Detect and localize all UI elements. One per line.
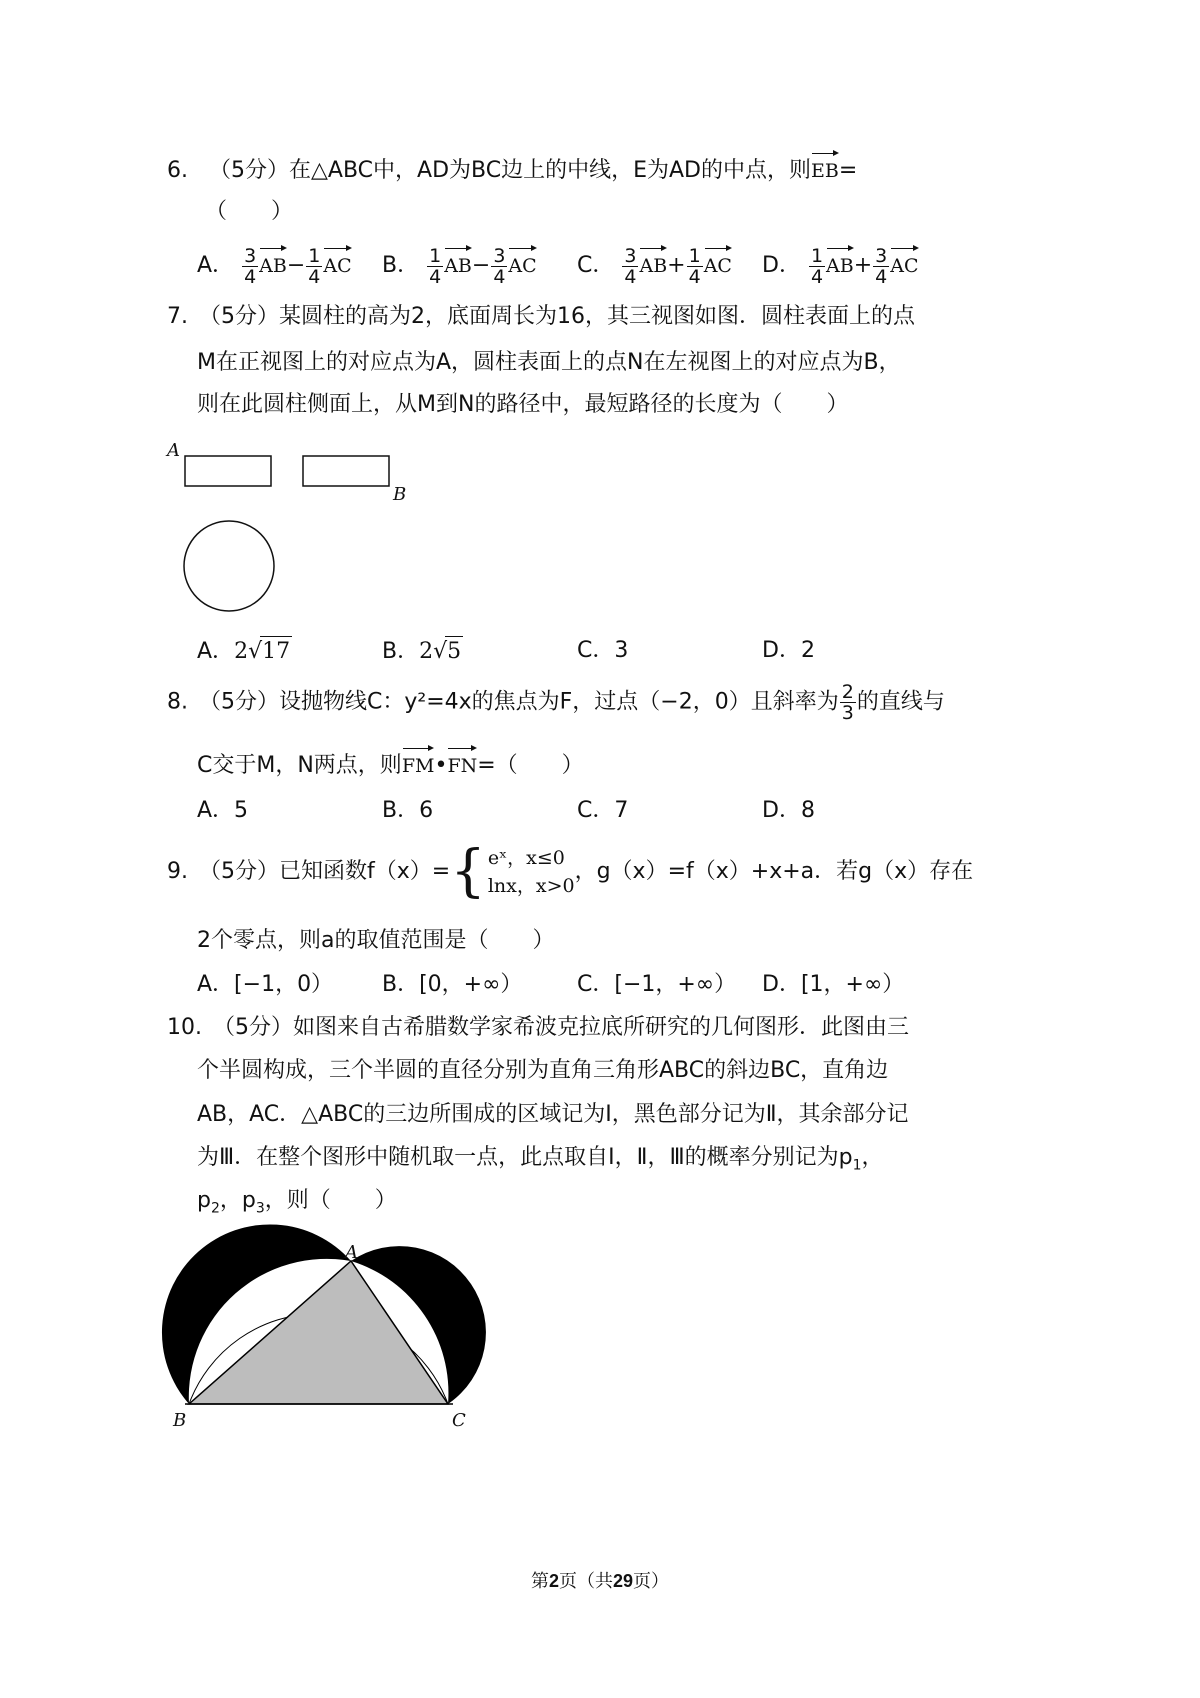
radicand: 17 (260, 636, 292, 667)
q6-option-b (382, 245, 537, 287)
front-view-rect (185, 456, 271, 486)
top-view-circle (184, 521, 274, 611)
q7-line-3: 则在此圆柱侧面上，从M到N的路径中，最短路径的长度为（ ） (197, 392, 849, 417)
left-brace: { (450, 839, 486, 904)
q10-line-4 (197, 1143, 884, 1180)
fraction (427, 246, 443, 287)
q7-three-view-figure (165, 440, 425, 620)
cases (488, 844, 575, 900)
page-footer (0, 1567, 1200, 1593)
q9-text-post: ，g（x）=f（x）+x+a．若g（x）存在 (574, 859, 974, 884)
q7-option-d: D．2 (762, 638, 815, 663)
option-label: B． (382, 253, 420, 278)
q7-line-1: 7. （5分）某圆柱的高为2，底面周长为16，其三视图如图．圆柱表面上的点 (167, 304, 915, 329)
footer-post: 页） (633, 1571, 670, 1592)
case-2: lnx，x>0 (487, 875, 575, 897)
denominator: 4 (624, 265, 637, 288)
sqrt-sign: √ (433, 639, 448, 664)
denominator: 4 (493, 265, 506, 288)
fraction (622, 246, 638, 287)
q6-equals: = (838, 158, 858, 183)
vector-ac: AC (890, 245, 918, 281)
q7-label-b: B (393, 484, 407, 505)
q6-option-d (762, 245, 919, 287)
side-view-rect (303, 456, 389, 486)
option-label: A． (197, 253, 235, 278)
option-label: C． (577, 253, 615, 278)
q8-text-post: 的直线与 (856, 689, 945, 715)
option-label: B． (382, 639, 420, 664)
q6-vector-eb: EB (811, 150, 839, 186)
operator: − (471, 253, 491, 278)
vector-ac: AC (508, 245, 536, 281)
vector-ab: AB (259, 245, 287, 281)
q10-label-c: C (452, 1410, 466, 1431)
q10-comma: ， (861, 1145, 884, 1170)
q10-paren: ，则（ ） (264, 1188, 397, 1213)
coefficient: 2 (234, 639, 249, 664)
q8-option-d: D．8 (762, 798, 815, 823)
fraction (491, 246, 507, 287)
q9-line-2: 2个零点，则a的取值范围是（ ） (197, 928, 555, 953)
vector-ab: AB (639, 245, 667, 281)
q7-option-a (197, 636, 292, 667)
slope-fraction (840, 682, 856, 723)
vector-ac: AC (323, 245, 351, 281)
q9-line-1 (167, 839, 974, 904)
q9-option-b: B．[0，+∞） (382, 972, 523, 997)
q10-line-5 (197, 1186, 397, 1223)
denominator: 4 (429, 265, 442, 288)
q8-text-pre2: C交于M，N两点，则 (197, 753, 402, 778)
q8-text-post2: =（ ） (477, 753, 584, 778)
q8-option-c: C．7 (577, 798, 629, 823)
sqrt-sign: √ (248, 639, 263, 664)
numerator: 3 (493, 244, 506, 267)
numerator: 3 (244, 244, 257, 267)
operator: + (853, 253, 873, 278)
vector-fm: FM (402, 745, 435, 781)
q10-hippocrates-lune-figure (165, 1240, 545, 1440)
radicand: 5 (445, 636, 463, 667)
page-number: 2 (548, 1571, 559, 1591)
q9-option-c: C．[−1，+∞） (577, 972, 737, 997)
q10-label-b: B (173, 1410, 187, 1431)
footer-mid: 页（共 (558, 1571, 613, 1592)
numerator: 1 (308, 244, 321, 267)
subscript: 1 (852, 1157, 862, 1174)
q9-option-d: D．[1，+∞） (762, 972, 905, 997)
vector-fn: FN (447, 745, 477, 781)
q6-option-a (197, 245, 352, 287)
case-1: eˣ，x≤0 (487, 847, 565, 869)
subscript: 3 (255, 1200, 265, 1217)
q7-label-a: A (167, 440, 180, 461)
q10-label-a: A (345, 1242, 358, 1263)
option-label: D． (762, 253, 801, 278)
q8-option-a: A．5 (197, 798, 249, 823)
numerator: 1 (429, 244, 442, 267)
numerator: 3 (875, 244, 888, 267)
denominator: 3 (841, 702, 854, 724)
coefficient: 2 (419, 639, 434, 664)
denominator: 4 (308, 265, 321, 288)
q6-score: （5分） (209, 158, 289, 183)
subscript: 2 (210, 1200, 220, 1217)
fraction (687, 246, 703, 287)
page-total: 29 (612, 1571, 634, 1591)
fraction (306, 246, 322, 287)
vector-ac: AC (704, 245, 732, 281)
footer-pre: 第 (530, 1571, 549, 1592)
denominator: 4 (875, 265, 888, 288)
vector-ab: AB (826, 245, 854, 281)
dot-product: • (434, 753, 448, 778)
q9-option-a: A．[−1，0） (197, 972, 334, 997)
numerator: 1 (810, 244, 824, 267)
denominator: 4 (810, 265, 824, 288)
piecewise-function (450, 839, 575, 904)
q10-text: 为Ⅲ．在整个图形中随机取一点，此点取自Ⅰ，Ⅱ，Ⅲ的概率分别记为p (197, 1145, 853, 1170)
q6-option-c (577, 245, 732, 287)
q10-line-3: AB，AC．△ABC的三边所围成的区域记为I，黑色部分记为Ⅱ，其余部分记 (197, 1102, 909, 1127)
vector-ab: AB (444, 245, 472, 281)
operator: − (286, 253, 306, 278)
q7-line-2: M在正视图上的对应点为A，圆柱表面上的点N在左视图上的对应点为B， (197, 350, 901, 375)
p2: p (197, 1188, 211, 1213)
q8-text-pre: 8. （5分）设抛物线C：y²=4x的焦点为F，过点（−2，0）且斜率为 (167, 689, 839, 715)
operator: + (667, 253, 686, 278)
q10-line-1: 10. （5分）如图来自古希腊数学家希波克拉底所研究的几何图形．此图由三 (167, 1015, 909, 1040)
fraction (809, 246, 825, 287)
denominator: 4 (688, 265, 701, 288)
q6-stem: 在△ABC中，AD为BC边上的中线，E为AD的中点，则 (289, 158, 811, 183)
option-label: A． (197, 639, 235, 664)
q7-option-b (382, 636, 463, 667)
q6-paren: （ ） (205, 199, 294, 224)
q6-stem-line (167, 150, 857, 186)
numerator: 1 (688, 244, 701, 267)
fraction (242, 246, 258, 287)
q7-option-c: C．3 (577, 638, 629, 663)
q8-option-b: B．6 (382, 798, 434, 823)
q6-number: 6. (167, 158, 188, 183)
denominator: 4 (244, 265, 257, 288)
q8-line-2 (197, 745, 584, 781)
q9-text-pre: 9. （5分）已知函数f（x）= (167, 859, 451, 884)
numerator: 3 (624, 244, 637, 267)
p3: ，p (219, 1188, 256, 1213)
fraction (873, 246, 889, 287)
q10-line-2: 个半圆构成，三个半圆的直径分别为直角三角形ABC的斜边BC，直角边 (197, 1058, 889, 1083)
numerator: 2 (841, 681, 854, 703)
q8-line-1 (167, 682, 945, 723)
